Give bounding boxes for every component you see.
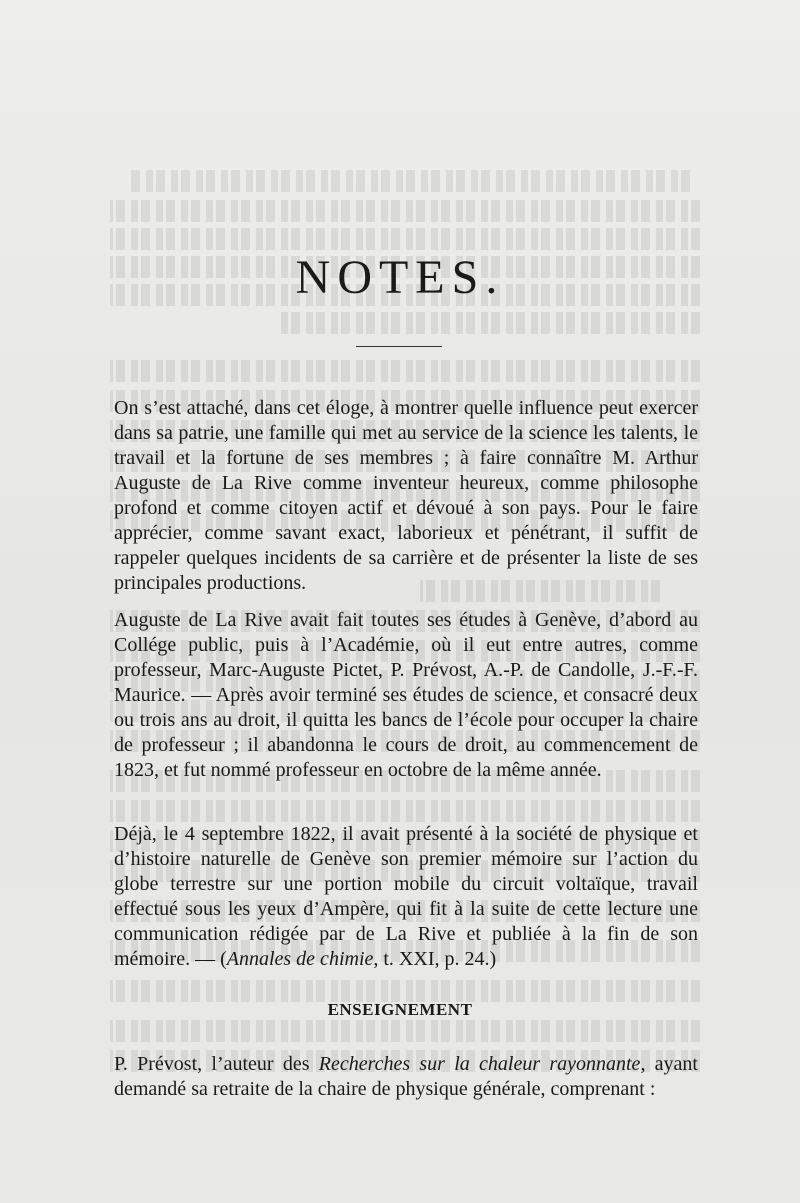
page-title: NOTES.	[295, 251, 505, 304]
paragraph-4	[114, 1052, 698, 1102]
paragraph-3-text: Déjà, le 4 septembre 1822, il avait présenté à la société de physique et d’histoire naturelle de Genève son premier mémoire sur l’action du globe terrestre sur une portion mobile du circuit voltaïque, travail effectué sous les yeux d’Ampère, qui fit à la suite de cette lecture une communication rédigée par de La Rive et publiée à la fin de son mémoire. — (	[114, 823, 698, 970]
paragraph-4-italic: Recherches sur la chaleur rayonnante	[318, 1053, 641, 1075]
paragraph-4-start: P. Prévost, l’auteur des	[114, 1053, 319, 1075]
section-heading: ENSEIGNEMENT	[327, 1000, 473, 1019]
paragraph-2: Auguste de La Rive avait fait toutes ses études à Genève, d’abord au Collége public, puis à l’Académie, où il eut entre autres, comme professeur, Marc-Auguste Pictet, P. Prévost, A.-P. de Candolle, J.-F.-F. Maurice. — Après avoir terminé ses études de science, et consacré deux ou trois ans au droit, il quitta les bancs de l’école pour occuper la chaire de professeur ; il abandonna le cours de droit, au commencement de 1823, et fut nommé professeur en octobre de la même année.	[114, 609, 698, 781]
paragraph-4-end: , ayant demandé sa retraite de la chaire de physique générale, comprenant :	[114, 1053, 698, 1100]
title-rule	[356, 346, 442, 347]
paragraph-1: On s’est attaché, dans cet éloge, à montrer quelle influence peut exercer dans sa patrie, une famille qui met au service de la science les talents, le travail et la fortune de ses membres ; à faire connaître M. Arthur Auguste de La Rive comme inventeur heureux, comme philosophe profond et comme citoyen actif et dévoué à son pays. Pour le faire apprécier, comme savant exact, laborieux et pénétrant, il suffit de rappeler quelques incidents de sa carrière et de présenter la liste de ses principales productions.	[114, 397, 698, 594]
paragraph-3-ref-title: Annales de chimie	[226, 948, 374, 970]
paragraph-3	[114, 822, 698, 972]
paragraph-3-ref-tail: , t. XXI, p. 24.)	[373, 948, 497, 970]
